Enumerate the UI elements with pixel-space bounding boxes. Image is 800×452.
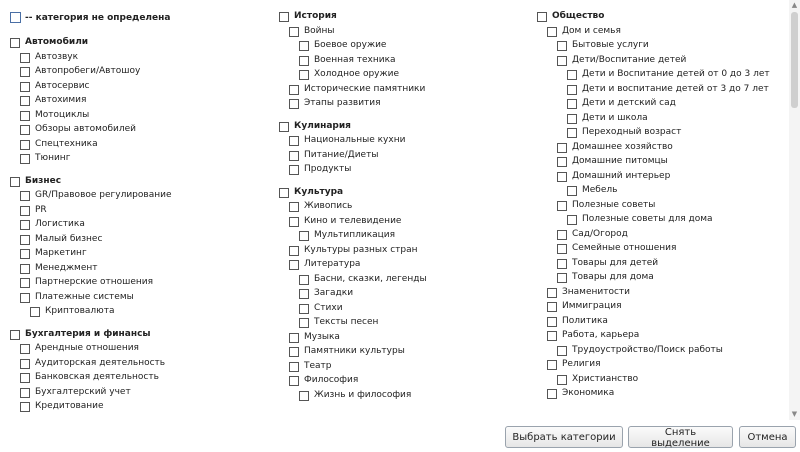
category-checkbox[interactable] [289,85,299,95]
category-item[interactable] [279,330,534,345]
category-item[interactable] [10,217,265,232]
category-item[interactable] [279,359,534,374]
category-checkbox[interactable] [20,220,30,230]
category-item[interactable] [10,108,265,123]
cancel-button[interactable]: Отмена [739,426,796,448]
dialog-button-bar [0,420,800,452]
category-label: Полезные советы [572,199,656,210]
category-label: Литература [304,259,361,269]
category-item[interactable] [537,328,787,343]
category-checkbox[interactable] [30,307,40,317]
category-label: Мотоциклы [35,109,90,120]
category-label: Питание/Диеты [304,149,379,160]
category-checkbox[interactable] [20,111,30,121]
category-checkbox[interactable] [299,41,309,51]
category-checkbox[interactable] [547,288,557,298]
category-item[interactable] [279,96,534,111]
category-label: Тюнинг [35,153,71,163]
category-item[interactable] [279,388,534,403]
category-label: Продукты [304,164,352,174]
category-label: Знаменитости [562,286,631,297]
category-label: Исторические памятники [304,83,426,94]
category-item[interactable] [10,399,265,414]
category-checkbox[interactable] [289,202,299,212]
category-item[interactable] [10,203,265,218]
category-label: Маркетинг [35,248,87,258]
category-item[interactable] [537,183,787,198]
category-checkbox[interactable] [537,12,547,22]
category-checkbox[interactable] [299,70,309,80]
category-checkbox[interactable] [299,304,309,314]
category-item[interactable] [279,148,534,163]
category-label: Товары для детей [572,257,659,268]
category-item[interactable] [537,343,787,358]
category-checkbox[interactable] [547,302,557,312]
category-item[interactable] [279,228,534,243]
category-checkbox[interactable] [289,136,299,146]
category-label: Дети и воспитание детей от 3 до 7 лет [582,83,769,94]
category-checkbox[interactable] [20,359,30,369]
category-item[interactable] [10,50,265,65]
category-group[interactable] [279,185,534,200]
category-item[interactable] [279,199,534,214]
category-label: Политика [562,315,608,326]
category-checkbox[interactable] [567,70,577,80]
category-item[interactable] [537,154,787,169]
category-item[interactable] [537,227,787,242]
category-label: Работа, карьера [562,330,640,340]
category-label: Театр [304,360,332,371]
category-label: Бизнес [25,175,62,186]
category-group[interactable] [10,327,265,342]
category-label: Памятники культуры [304,346,405,356]
category-item[interactable] [537,357,787,372]
category-item[interactable] [10,290,265,305]
category-label: Войны [304,25,335,36]
category-label: Жизнь и философия [314,389,412,400]
category-label: Загадки [314,288,354,298]
category-label: Автомобили [25,37,89,47]
category-checkbox[interactable] [20,264,30,274]
category-item[interactable] [537,82,787,97]
category-label: Дом и семья [562,25,621,36]
category-checkbox[interactable] [289,165,299,175]
category-checkbox[interactable] [289,376,299,386]
category-column-2 [279,0,534,402]
category-checkbox[interactable] [10,12,21,23]
category-item[interactable] [10,64,265,79]
category-checkbox[interactable] [289,362,299,372]
category-checkbox[interactable] [20,344,30,354]
category-checkbox[interactable] [567,85,577,95]
category-checkbox[interactable] [20,388,30,398]
category-group[interactable] [10,9,265,27]
category-label: Трудоустройство/Поиск работы [572,344,723,355]
category-checkbox[interactable] [299,231,309,241]
category-label: Культуры разных стран [304,244,418,255]
category-item[interactable] [537,169,787,184]
category-item[interactable] [279,24,534,39]
category-checkbox[interactable] [20,249,30,259]
category-checkbox[interactable] [20,140,30,150]
category-checkbox[interactable] [20,278,30,288]
category-label: Сад/Огород [572,228,628,239]
category-checkbox[interactable] [547,360,557,370]
category-label: История [294,11,337,21]
category-checkbox[interactable] [299,275,309,285]
category-checkbox[interactable] [20,96,30,106]
category-checkbox[interactable] [557,273,567,283]
category-group[interactable] [10,35,265,50]
category-label: Бытовые услуги [572,40,649,50]
category-label: Обзоры автомобилей [35,124,137,134]
category-item[interactable] [279,133,534,148]
category-checkbox[interactable] [279,122,289,132]
category-label: Платежные системы [35,291,134,302]
category-label: Дети и детский сад [582,98,676,108]
select-categories-button[interactable]: Выбрать категории [505,426,623,448]
category-label: Криптовалюта [45,306,115,316]
category-checkbox[interactable] [547,317,557,327]
category-label: Арендные отношения [35,343,139,353]
category-checkbox[interactable] [20,402,30,412]
category-item[interactable] [279,214,534,229]
category-item[interactable] [10,188,265,203]
category-item[interactable] [537,111,787,126]
category-label: Домашние питомцы [572,156,668,166]
category-item[interactable] [10,93,265,108]
category-item[interactable] [279,373,534,388]
category-item[interactable] [279,301,534,316]
category-item[interactable] [10,304,265,319]
category-group[interactable] [279,9,534,24]
category-checkbox[interactable] [557,143,567,153]
category-checkbox[interactable] [567,128,577,138]
category-checkbox[interactable] [20,154,30,164]
category-item[interactable] [537,270,787,285]
category-item[interactable] [537,24,787,39]
category-checkbox[interactable] [299,318,309,328]
category-item[interactable] [279,257,534,272]
category-checkbox[interactable] [20,293,30,303]
category-checkbox[interactable] [20,82,30,92]
category-label: Военная техника [314,54,396,65]
category-item[interactable] [537,212,787,227]
category-checkbox[interactable] [10,177,20,187]
category-label: Кредитование [35,401,104,411]
category-item[interactable] [10,232,265,247]
category-label: Переходный возраст [582,127,682,137]
category-label: Домашний интерьер [572,170,671,181]
category-checkbox[interactable] [567,99,577,109]
category-checkbox[interactable] [289,246,299,256]
category-item[interactable] [10,370,265,385]
category-label: Аудиторская деятельность [35,357,166,368]
category-label: Автопробеги/Автошоу [35,66,141,76]
category-label: Автохимия [35,95,87,105]
category-label: Менеджмент [35,262,98,273]
category-item[interactable] [537,67,787,82]
category-item[interactable] [537,38,787,53]
category-label: Мультипликация [314,230,396,240]
category-item[interactable] [279,286,534,301]
category-label: Боевое оружие [314,40,387,50]
category-checkbox[interactable] [557,375,567,385]
category-checkbox[interactable] [567,186,577,196]
category-item[interactable] [10,356,265,371]
category-group[interactable] [279,119,534,134]
category-item[interactable] [537,285,787,300]
category-checkbox[interactable] [557,41,567,51]
category-column-1 [10,0,265,414]
category-label: Этапы развития [304,98,381,108]
category-group[interactable] [537,9,787,24]
category-label: Дети/Воспитание детей [572,54,687,65]
category-item[interactable] [537,314,787,329]
category-checkbox[interactable] [299,391,309,401]
category-item[interactable] [537,241,787,256]
category-item[interactable] [10,137,265,152]
category-label: Партнерские отношения [35,277,154,287]
category-item[interactable] [10,151,265,166]
category-label: Басни, сказки, легенды [314,273,427,284]
category-checkbox[interactable] [20,191,30,201]
category-label: Спецтехника [35,138,98,149]
category-label: Бухгалтерия и финансы [25,328,151,339]
category-checkbox[interactable] [289,151,299,161]
scroll-up-icon[interactable]: ▲ [791,1,798,9]
category-group[interactable] [10,174,265,189]
category-checkbox[interactable] [557,56,567,66]
category-checkbox[interactable] [547,27,557,37]
clear-selection-button[interactable]: Снять выделение [628,426,733,448]
category-checkbox[interactable] [557,157,567,167]
category-label: Мебель [582,185,618,195]
category-label: Общество [552,11,605,21]
category-label: Товары для дома [572,272,654,282]
category-label: Кино и телевидение [304,215,402,226]
category-label: Холодное оружие [314,69,399,79]
category-item[interactable] [537,372,787,387]
category-checkbox[interactable] [20,206,30,216]
category-label: Иммиграция [562,301,622,311]
category-checkbox[interactable] [10,38,20,48]
category-item[interactable] [537,386,787,401]
category-label: Христианство [572,373,639,384]
category-label: Автосервис [35,80,90,91]
category-label: -- категория не определена [25,13,171,23]
category-checkbox[interactable] [299,56,309,66]
category-item[interactable] [537,140,787,155]
category-checkbox[interactable] [289,333,299,343]
category-checkbox[interactable] [20,373,30,383]
category-checkbox[interactable] [567,114,577,124]
vertical-scrollbar[interactable] [789,0,800,420]
category-item[interactable] [10,275,265,290]
category-checkbox[interactable] [567,215,577,225]
category-item[interactable] [10,261,265,276]
category-label: Дети и школа [582,112,648,123]
category-label: Бухгалтерский учет [35,386,131,397]
category-item[interactable] [279,243,534,258]
category-checkbox[interactable] [289,347,299,357]
scroll-down-icon[interactable]: ▼ [791,410,798,418]
category-label: Семейные отношения [572,243,677,253]
category-label: Философия [304,375,359,385]
category-item[interactable] [537,96,787,111]
category-checkbox[interactable] [289,99,299,109]
category-item[interactable] [10,122,265,137]
category-label: Национальные кухни [304,135,406,145]
category-checkbox[interactable] [557,346,567,356]
category-checkbox[interactable] [20,53,30,63]
category-checkbox[interactable] [20,235,30,245]
category-label: Экономика [562,388,615,398]
category-label: Полезные советы для дома [582,214,713,224]
category-label: Домашнее хозяйство [572,141,673,152]
category-item[interactable] [10,79,265,94]
category-item[interactable] [279,162,534,177]
category-checkbox[interactable] [20,125,30,135]
category-checkbox[interactable] [289,260,299,270]
category-label: Автозвук [35,51,79,62]
category-label: GR/Правовое регулирование [35,190,172,200]
category-item[interactable] [279,67,534,82]
category-label: Малый бизнес [35,233,103,244]
category-label: Банковская деятельность [35,372,159,382]
category-checkbox[interactable] [557,230,567,240]
category-checkbox[interactable] [557,201,567,211]
category-item[interactable] [10,246,265,261]
category-checkbox[interactable] [289,27,299,37]
category-label: Логистика [35,219,85,229]
scrollbar-thumb[interactable] [791,12,798,108]
category-label: Дети и Воспитание детей от 0 до 3 лет [582,69,770,79]
category-item[interactable] [537,256,787,271]
category-checkbox[interactable] [20,67,30,77]
category-item[interactable] [10,341,265,356]
category-label: Культура [294,186,344,197]
category-label: Тексты песен [314,317,379,327]
category-checkbox[interactable] [279,12,289,22]
category-label: Живопись [304,201,353,211]
category-checkbox[interactable] [299,289,309,299]
category-item[interactable] [10,385,265,400]
category-item[interactable] [537,125,787,140]
category-item[interactable] [279,315,534,330]
category-label: Музыка [304,331,340,342]
category-item[interactable] [537,53,787,68]
category-item[interactable] [279,344,534,359]
category-checkbox[interactable] [10,330,20,340]
category-item[interactable] [537,198,787,213]
category-label: PR [35,204,47,215]
category-checkbox[interactable] [279,188,289,198]
category-item[interactable] [279,53,534,68]
category-checkbox[interactable] [547,331,557,341]
category-item[interactable] [537,299,787,314]
category-checkbox[interactable] [557,244,567,254]
category-label: Стихи [314,302,343,313]
category-checkbox[interactable] [557,172,567,182]
category-item[interactable] [279,272,534,287]
category-column-3 [537,0,787,401]
category-checkbox[interactable] [289,217,299,227]
category-item[interactable] [279,38,534,53]
category-label: Кулинария [294,120,351,131]
category-item[interactable] [279,82,534,97]
category-checkbox[interactable] [547,389,557,399]
category-checkbox[interactable] [557,259,567,269]
category-label: Религия [562,359,601,369]
